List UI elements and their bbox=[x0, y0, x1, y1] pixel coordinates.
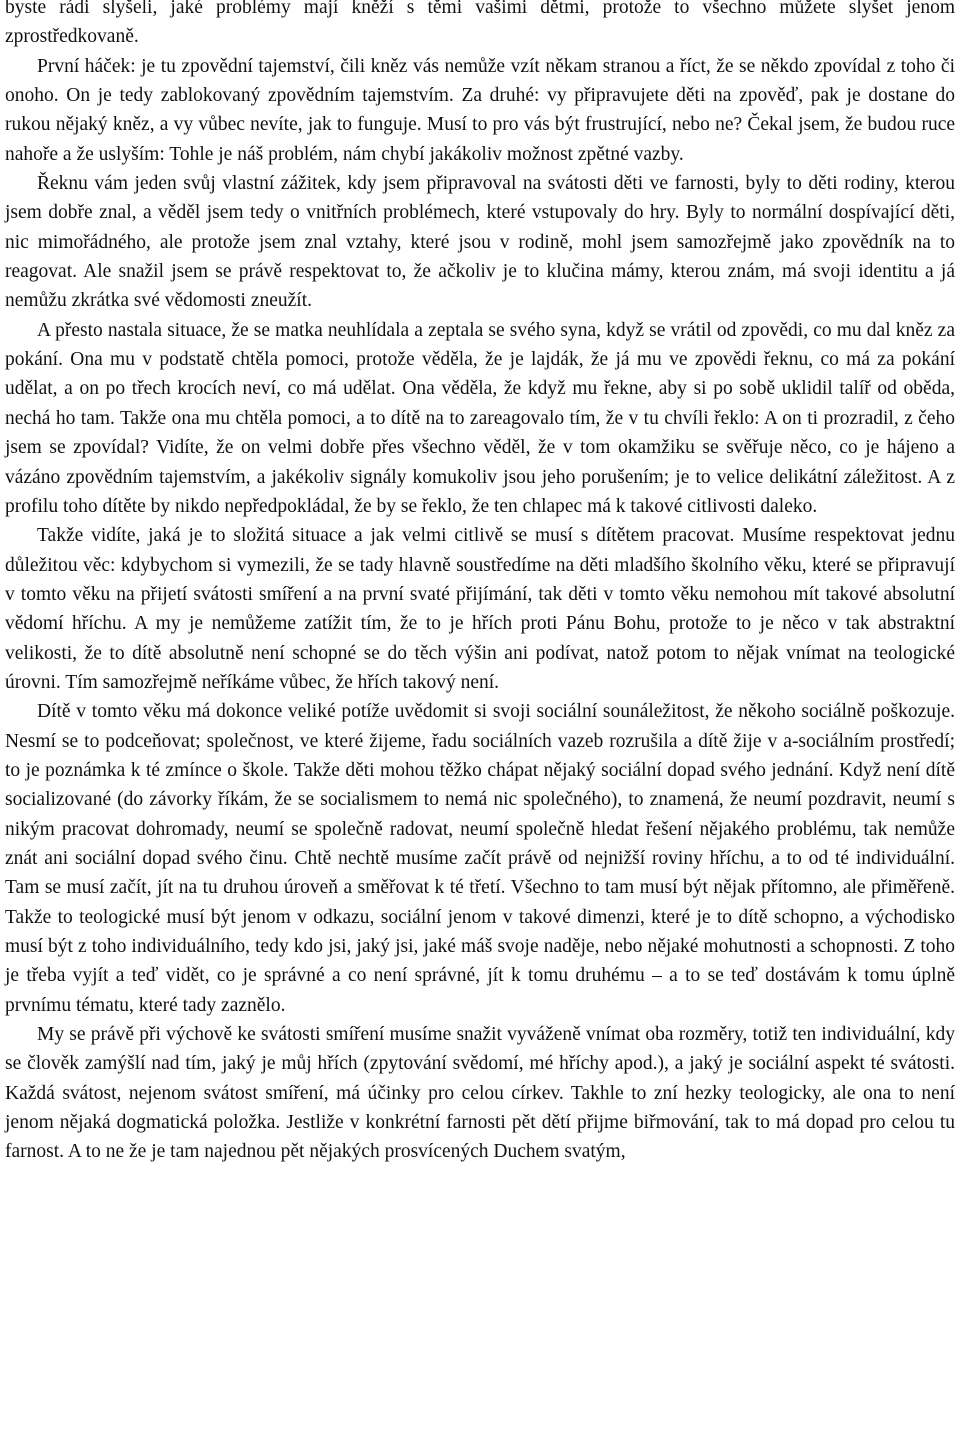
paragraph-2: První háček: je tu zpovědní tajemství, čili kněz vás nemůže vzít někam stranou a říct, že se někdo zpovídal z toho či onoho. On je tedy zablokovaný zpovědním tajemstvím. Za druhé: vy připravujete děti na zpověď, pak je dostane do rukou nějaký kněz, a vy vůbec nevíte, jak to funguje. Musí to pro vás být frustrující, nebo ne? Čekal jsem, že budou ruce nahoře a že uslyším: Tohle je náš problém, nám chybí jakákoliv možnost zpětné vazby. bbox=[5, 55, 955, 165]
paragraph-6: Dítě v tomto věku má dokonce veliké potíže uvědomit si svoji sociální sounáležitost, že někoho sociálně poškozuje. Nesmí se to podceňovat; společnost, ve které žijeme, řadu sociálních vazeb rozrušila a dítě žije v a-sociálním prostředí; to je poznámka k té zmínce o škole. Takže děti mohou těžko chápat nějaký sociální dopad svého jednání. Když není dítě socializované (do závorky říkám, že se socialismem to nemá nic společného), to znamená, že neumí pozdravit, neumí s nikým pracovat dohromady, neumí se společně radovat, neumí společně hledat řešení nějakého problému, tak nemůže znát ani sociální dopad svého činu. Chtě nechtě musíme začít právě od nejnižší roviny hříchu, a to od té individuální. Tam se musí začít, jít na tu druhou úroveň a směřovat k té třetí. Všechno to tam musí být nějak přítomno, ale přiměřeně. Takže to teologické musí být jenom v odkazu, sociální jenom v takové dimenzi, které je to dítě schopno, a východisko musí být z toho individuálního, tedy kdo jsi, jaký jsi, jaké máš svoje naděje, nebo nějaké mohutnosti a schopnosti. Z toho je třeba vyjít a teď vidět, co je správné a co není správné, jít k tomu druhému – a to se teď dostávám k tomu úplně prvnímu tématu, které tady zaznělo. bbox=[5, 701, 955, 1016]
paragraph-5: Takže vidíte, jaká je to složitá situace a jak velmi citlivě se musí s dítětem pracovat. Musíme respektovat jednu důležitou věc: kdybychom si vymezili, že se tady hlavně soustředíme na děti mladšího školního věku, které se připravují v tomto věku na přijetí svátosti smíření a na první svaté přijímání, tak děti v tomto věku nemohou mít takové absolutní vědomí hříchu. A my je nemůžeme zatížit tím, že to je hřích proti Pánu Bohu, protože to je něco v tak abstraktní velikosti, že to dítě absolutně není schopné se do těch výšin ani podívat, natož potom to nějak vnímat na teologické úrovni. Tím samozřejmě neříkáme vůbec, že hřích takový není. bbox=[5, 525, 955, 693]
paragraph-4: A přesto nastala situace, že se matka neuhlídala a zeptala se svého syna, když se vrátil od zpovědi, co mu dal kněz za pokání. Ona mu v podstatě chtěla pomoci, protože věděla, že je lajdák, že já mu ve zpovědi řeknu, co má za pokání udělat, a on po třech krocích neví, co má udělat. Ona věděla, že když mu řekne, aby si po sobě uklidil talíř od oběda, nechá ho tam. Takže ona mu chtěla pomoci, a to dítě na to zareagovalo tím, že v tu chvíli řeklo: A on ti prozradil, z čeho jsem se zpovídal? Vidíte, že on velmi dobře přes všechno věděl, že v tom okamžiku se svěřuje něco, co je hájeno a vázáno zpovědním tajemstvím, a jakékoliv signály komukoliv jsou jeho porušením; je to velice delikátní záležitost. A z profilu toho dítěte by nikdo nepředpokládal, že by se řeklo, že ten chlapec má k takové citlivosti daleko. bbox=[5, 319, 955, 517]
paragraph-1: byste rádi slyšeli, jaké problémy mají kněží s těmi vašimi dětmi, protože to všechno můžete slyšet jenom zprostředkovaně. bbox=[5, 0, 955, 48]
document-page bbox=[5, 0, 955, 1167]
paragraph-7: My se právě při výchově ke svátosti smíření musíme snažit vyváženě vnímat oba rozměry, totiž ten individuální, kdy se člověk zamýšlí nad tím, jaký je můj hřích (zpytování svědomí, mé hříchy apod.), a jaký je sociální aspekt té svátosti. Každá svátost, nejenom svátost smíření, má účinky pro celou církev. Takhle to zní hezky teologicky, ale ona to není jenom nějaká dogmatická položka. Jestliže v konkrétní farnosti pět dětí přijme biřmování, tak to má dopad pro celou tu farnost. A to ne že je tam najednou pět nějakých prosvícených Duchem svatým, bbox=[5, 1024, 955, 1163]
paragraph-3: Řeknu vám jeden svůj vlastní zážitek, kdy jsem připravoval na svátosti děti ve farnosti, byly to děti rodiny, kterou jsem dobře znal, a věděl jsem tedy o vnitřních problémech, které vstupovaly do hry. Byly to normální dospívající děti, nic mimořádného, ale protože jsem znal vztahy, které jsou v rodině, mohl jsem samozřejmě jako zpovědník na to reagovat. Ale snažil jsem se právě respektovat to, že ačkoliv je to klučina mámy, kterou znám, má svoji identitu a já nemůžu zkrátka své vědomosti zneužít. bbox=[5, 173, 955, 312]
